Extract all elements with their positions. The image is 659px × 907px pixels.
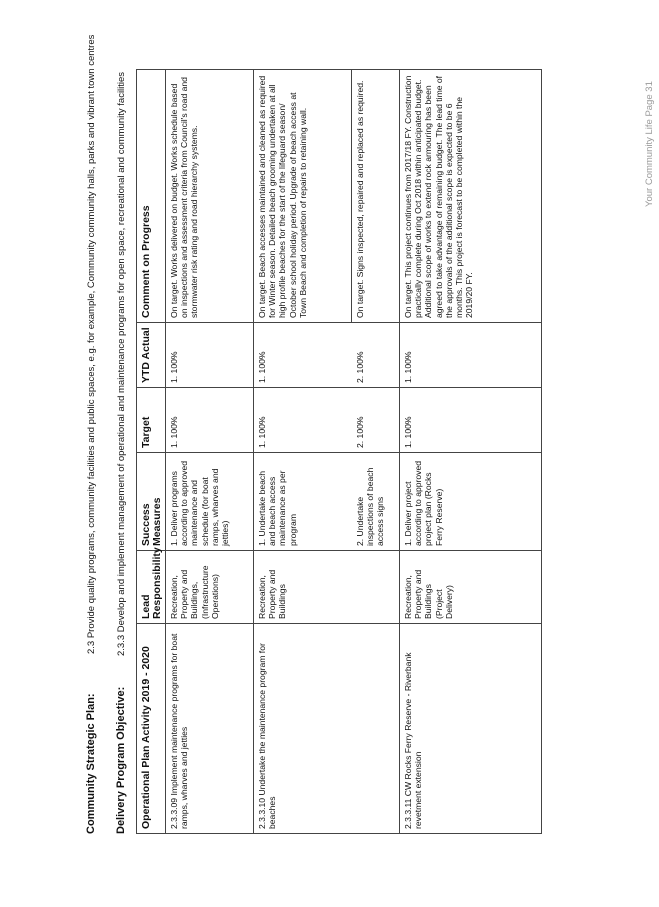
table-row <box>400 70 542 834</box>
page-footer: Your Community Life Page 31 <box>644 81 655 207</box>
activity-cell: 2.3.3.10 Undertake the maintenance program for beaches <box>254 624 400 834</box>
delivery-objective-label: Delivery Program Objective: <box>115 686 127 834</box>
measure-cell: 2. Undertake inspections of beach access signs <box>352 453 400 551</box>
measure-cell: 1. Undertake beach and beach access maintenance as per program <box>254 453 352 551</box>
actual-cell: 1. 100% <box>166 323 254 388</box>
comment-cell: On target. This project continues from 2017/18 FY. Construction practically complete during Oct 2018 within anticipated budget. Additional scope of works to extend rock armouring has been agreed to take advantage of remaining budget. The lead time of the approvals of the additional scope is expected to be 6 months. This project is forecast to be completed within the 2019/20 FY. <box>400 70 542 323</box>
target-cell: 1. 100% <box>400 388 542 453</box>
table-row <box>254 70 352 834</box>
activity-cell: 2.3.3.09 Implement maintenance programs for boat ramps, wharves and jetties <box>166 624 254 834</box>
col-header-comment: Comment on Progress <box>137 70 166 323</box>
actual-cell: 1. 100% <box>400 323 542 388</box>
target-cell: 2. 100% <box>352 388 400 453</box>
comment-cell: On target. Works delivered on budget. Works schedule based on inspections and assessment criteria from Council's road and stormwater risk rating and road hierarchy systems. <box>166 70 254 323</box>
col-header-target: Target <box>137 388 166 453</box>
col-header-ytd-actual: YTD Actual <box>137 323 166 388</box>
strategic-plan-label: Community Strategic Plan: <box>85 693 97 834</box>
responsibility-cell: Recreation, Property and Buildings (Project Delivery) <box>400 551 542 624</box>
measure-cell: 1. Deliver project according to approved project plan (Rocks Ferry Reserve) <box>400 453 542 551</box>
delivery-objective-text: 2.3.3 Develop and implement management of operational and maintenance programs for open space, recreational and community facilities <box>116 71 127 656</box>
responsibility-cell: Recreation, Property and Buildings, (Infrastructure Operations) <box>166 551 254 624</box>
delivery-objective-row <box>116 4 127 834</box>
target-cell: 1. 100% <box>254 388 352 453</box>
actual-cell: 2. 100% <box>352 323 400 388</box>
measure-cell: 1. Deliver programs according to approved maintenance and schedule (for boat ramps, wharves and jetties) <box>166 453 254 551</box>
actual-cell: 1. 100% <box>254 323 352 388</box>
strategic-plan-text: 2.3 Provide quality programs, community facilities and public spaces, e.g. for example, Community community halls, parks and vibrant town centres <box>86 34 97 654</box>
responsibility-cell: Recreation, Property and Buildings <box>254 551 400 624</box>
strategic-plan-row <box>86 4 97 834</box>
operational-plan-table <box>136 69 542 834</box>
target-cell: 1. 100% <box>166 388 254 453</box>
activity-cell: 2.3.3.11 CW Rocks Ferry Reserve - Riverbank revetment extension <box>400 624 542 834</box>
table-header-row <box>137 70 166 834</box>
table-row <box>166 70 254 834</box>
comment-cell: On target. Beach accesses maintained and cleaned as required for Winter season. Detailed beach grooming undertaken at all high profile beaches for the start of the lifeguard season/ October school holiday period. Upgrade of beach access at Town Beach and completion of repairs to retaining wall. <box>254 70 352 323</box>
col-header-responsibility: Lead Responsibility <box>137 551 166 624</box>
col-header-success-measures: Success Measures <box>137 453 166 551</box>
comment-cell: On target. Signs inspected, repaired and replaced as required. <box>352 70 400 323</box>
col-header-activity: Operational Plan Activity 2019 - 2020 <box>137 624 166 834</box>
